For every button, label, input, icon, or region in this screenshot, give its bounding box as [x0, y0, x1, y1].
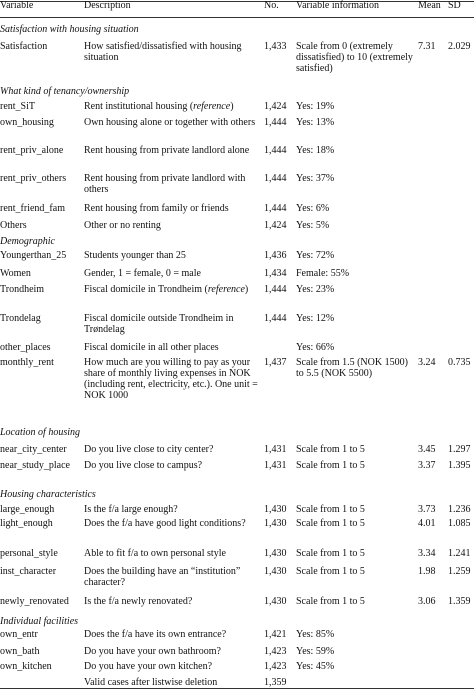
section-title: Housing characteristics: [0, 489, 96, 500]
mean-value: 3.37: [418, 460, 436, 471]
footer-count: 1,359: [264, 677, 287, 688]
observation-count: 1,444: [264, 203, 287, 214]
mean-value: 3.34: [418, 548, 436, 559]
variable-name: Youngerthan_25: [0, 250, 67, 261]
variable-name: near_study_place: [0, 460, 70, 471]
section-title: Satisfaction with housing situation: [0, 24, 139, 35]
variable-name: near_city_center: [0, 444, 67, 455]
variable-information: Yes: 6%: [296, 203, 330, 214]
variable-information: Female: 55%: [296, 268, 350, 279]
section-title: Location of housing: [0, 427, 81, 438]
variable-description: Do you live close to city center?: [84, 444, 214, 455]
mean-value: 3.24: [418, 357, 436, 368]
header-info: Variable information: [296, 0, 380, 11]
observation-count: 1,444: [264, 173, 287, 184]
variable-name: monthly_rent: [0, 357, 54, 368]
variable-name: own_housing: [0, 117, 54, 128]
variable-name: other_places: [0, 342, 51, 353]
observation-count: 1,444: [264, 284, 287, 295]
variable-name: large_enough: [0, 504, 55, 515]
variable-description: Is the f/a newly renovated?: [84, 596, 193, 607]
variable-information: Scale from 1 to 5: [296, 548, 365, 559]
variable-description: Rent housing from private landlord alone: [84, 145, 250, 156]
observation-count: 1,430: [264, 548, 287, 559]
sd-value: 0.735: [448, 357, 471, 368]
variable-name: personal_style: [0, 548, 58, 559]
sd-value: 1.359: [448, 596, 471, 607]
variable-information: Scale from 1 to 5: [296, 444, 365, 455]
observation-count: 1,430: [264, 504, 287, 515]
header-variable: Variable: [0, 0, 34, 11]
observation-count: 1,437: [264, 357, 287, 368]
variable-name: own_kitchen: [0, 661, 52, 672]
variable-information: Scale from 1 to 5: [296, 518, 365, 529]
observation-count: 1,430: [264, 596, 287, 607]
variable-information: Yes: 23%: [296, 284, 335, 295]
variable-name: light_enough: [0, 518, 53, 529]
variable-information: Yes: 5%: [296, 220, 330, 231]
variable-name: newly_renovated: [0, 596, 69, 607]
header-description: Description: [84, 0, 131, 11]
sd-value: 1.236: [448, 504, 471, 515]
sd-value: 2.029: [448, 41, 471, 52]
mean-value: 3.45: [418, 444, 436, 455]
observation-count: 1,434: [264, 268, 287, 279]
sd-value: 1.085: [448, 518, 471, 529]
variable-information: Yes: 59%: [296, 646, 335, 657]
header-sd: SD: [448, 0, 461, 11]
variable-information: Yes: 19%: [296, 101, 335, 112]
variable-description: Own housing alone or together with others: [84, 117, 256, 128]
variable-information: Yes: 12%: [296, 313, 335, 324]
variable-information: Scale from 1 to 5: [296, 504, 365, 515]
variable-name: rent_friend_fam: [0, 203, 65, 214]
variable-description: Rent housing from private landlord with others: [84, 173, 246, 195]
variable-name: rent_priv_others: [0, 173, 67, 184]
variable-description: Do you live close to campus?: [84, 460, 203, 471]
observation-count: 1,423: [264, 661, 287, 672]
observation-count: 1,424: [264, 220, 287, 231]
observation-count: 1,436: [264, 250, 287, 261]
variable-information: Scale from 1 to 5: [296, 566, 365, 577]
variable-description: Do you have your own bathroom?: [84, 646, 221, 657]
variable-description: Does the f/a have good light conditions?: [84, 518, 246, 529]
variable-information: Yes: 66%: [296, 342, 335, 353]
variable-name: Women: [0, 268, 31, 279]
variable-information: Yes: 72%: [296, 250, 335, 261]
variable-description: How satisfied/dissatisfied with housing situation: [84, 41, 242, 63]
variable-description: Able to fit f/a to own personal style: [84, 548, 226, 559]
variable-description: Does the f/a have its own entrance?: [84, 629, 227, 640]
variable-information: Yes: 13%: [296, 117, 335, 128]
mean-value: 4.01: [418, 518, 436, 529]
mean-value: 7.31: [418, 41, 436, 52]
variable-name: own_bath: [0, 646, 40, 657]
observation-count: 1,431: [264, 444, 287, 455]
variable-description: Other or no renting: [84, 220, 161, 231]
variable-name: inst_character: [0, 566, 57, 577]
observation-count: 1,433: [264, 41, 287, 52]
header-no: No.: [264, 0, 279, 11]
variable-description: How much are you willing to pay as your share of monthly living expenses in NOK (including rent, electricity, etc.). One unit = NOK 1000: [84, 357, 258, 401]
variable-name: Trondelag: [0, 313, 41, 324]
variable-information: Yes: 45%: [296, 661, 335, 672]
variable-information: Scale from 1.5 (NOK 1500) to 5.5 (NOK 5500): [296, 357, 408, 379]
variable-name: rent_SiT: [0, 101, 35, 112]
observation-count: 1,421: [264, 629, 287, 640]
reference-marker: reference: [193, 101, 231, 112]
sd-value: 1.259: [448, 566, 471, 577]
variable-name: Satisfaction: [0, 41, 48, 52]
mean-value: 3.06: [418, 596, 436, 607]
variable-name: rent_priv_alone: [0, 145, 64, 156]
observation-count: 1,423: [264, 646, 287, 657]
variable-description: Rent housing from family or friends: [84, 203, 229, 214]
reference-marker: reference: [207, 284, 245, 295]
variable-description: Gender, 1 = female, 0 = male: [84, 268, 201, 279]
variable-information: Yes: 18%: [296, 145, 335, 156]
variable-description: Does the building have an “institution” character?: [84, 566, 241, 588]
sd-value: 1.395: [448, 460, 471, 471]
variable-description: Fiscal domicile outside Trondheim in Trøndelag: [84, 313, 234, 335]
sd-value: 1.297: [448, 444, 471, 455]
observation-count: 1,444: [264, 117, 287, 128]
variable-description: Fiscal domicile in all other places: [84, 342, 219, 353]
observation-count: 1,430: [264, 518, 287, 529]
observation-count: 1,424: [264, 101, 287, 112]
variable-information: Scale from 1 to 5: [296, 460, 365, 471]
header-rule: [0, 17, 474, 18]
variable-information: Yes: 85%: [296, 629, 335, 640]
observation-count: 1,444: [264, 313, 287, 324]
variable-description: Students younger than 25: [84, 250, 186, 261]
variable-name: own_entr: [0, 629, 38, 640]
variable-description: Rent institutional housing (reference): [84, 101, 234, 112]
observation-count: 1,431: [264, 460, 287, 471]
header-mean: Mean: [418, 0, 441, 11]
section-title: Individual facilities: [0, 616, 79, 627]
footer-label: Valid cases after listwise deletion: [84, 677, 218, 688]
variable-description: Is the f/a large enough?: [84, 504, 178, 515]
section-title: What kind of tenancy/ownership: [0, 86, 130, 97]
variable-name: Others: [0, 220, 27, 231]
variable-information: Scale from 1 to 5: [296, 596, 365, 607]
section-title: Demographic: [0, 236, 55, 247]
top-rule: [0, 1, 474, 2]
variable-information: Yes: 37%: [296, 173, 335, 184]
variable-description: Fiscal domicile in Trondheim (reference): [84, 284, 249, 295]
variable-description: Do you have your own kitchen?: [84, 661, 213, 672]
mean-value: 3.73: [418, 504, 436, 515]
sd-value: 1.241: [448, 548, 471, 559]
observation-count: 1,430: [264, 566, 287, 577]
observation-count: 1,444: [264, 145, 287, 156]
variable-name: Trondheim: [0, 284, 45, 295]
mean-value: 1.98: [418, 566, 436, 577]
variable-information: Scale from 0 (extremely dissatisfied) to 10 (extremely satisfied): [296, 41, 413, 74]
